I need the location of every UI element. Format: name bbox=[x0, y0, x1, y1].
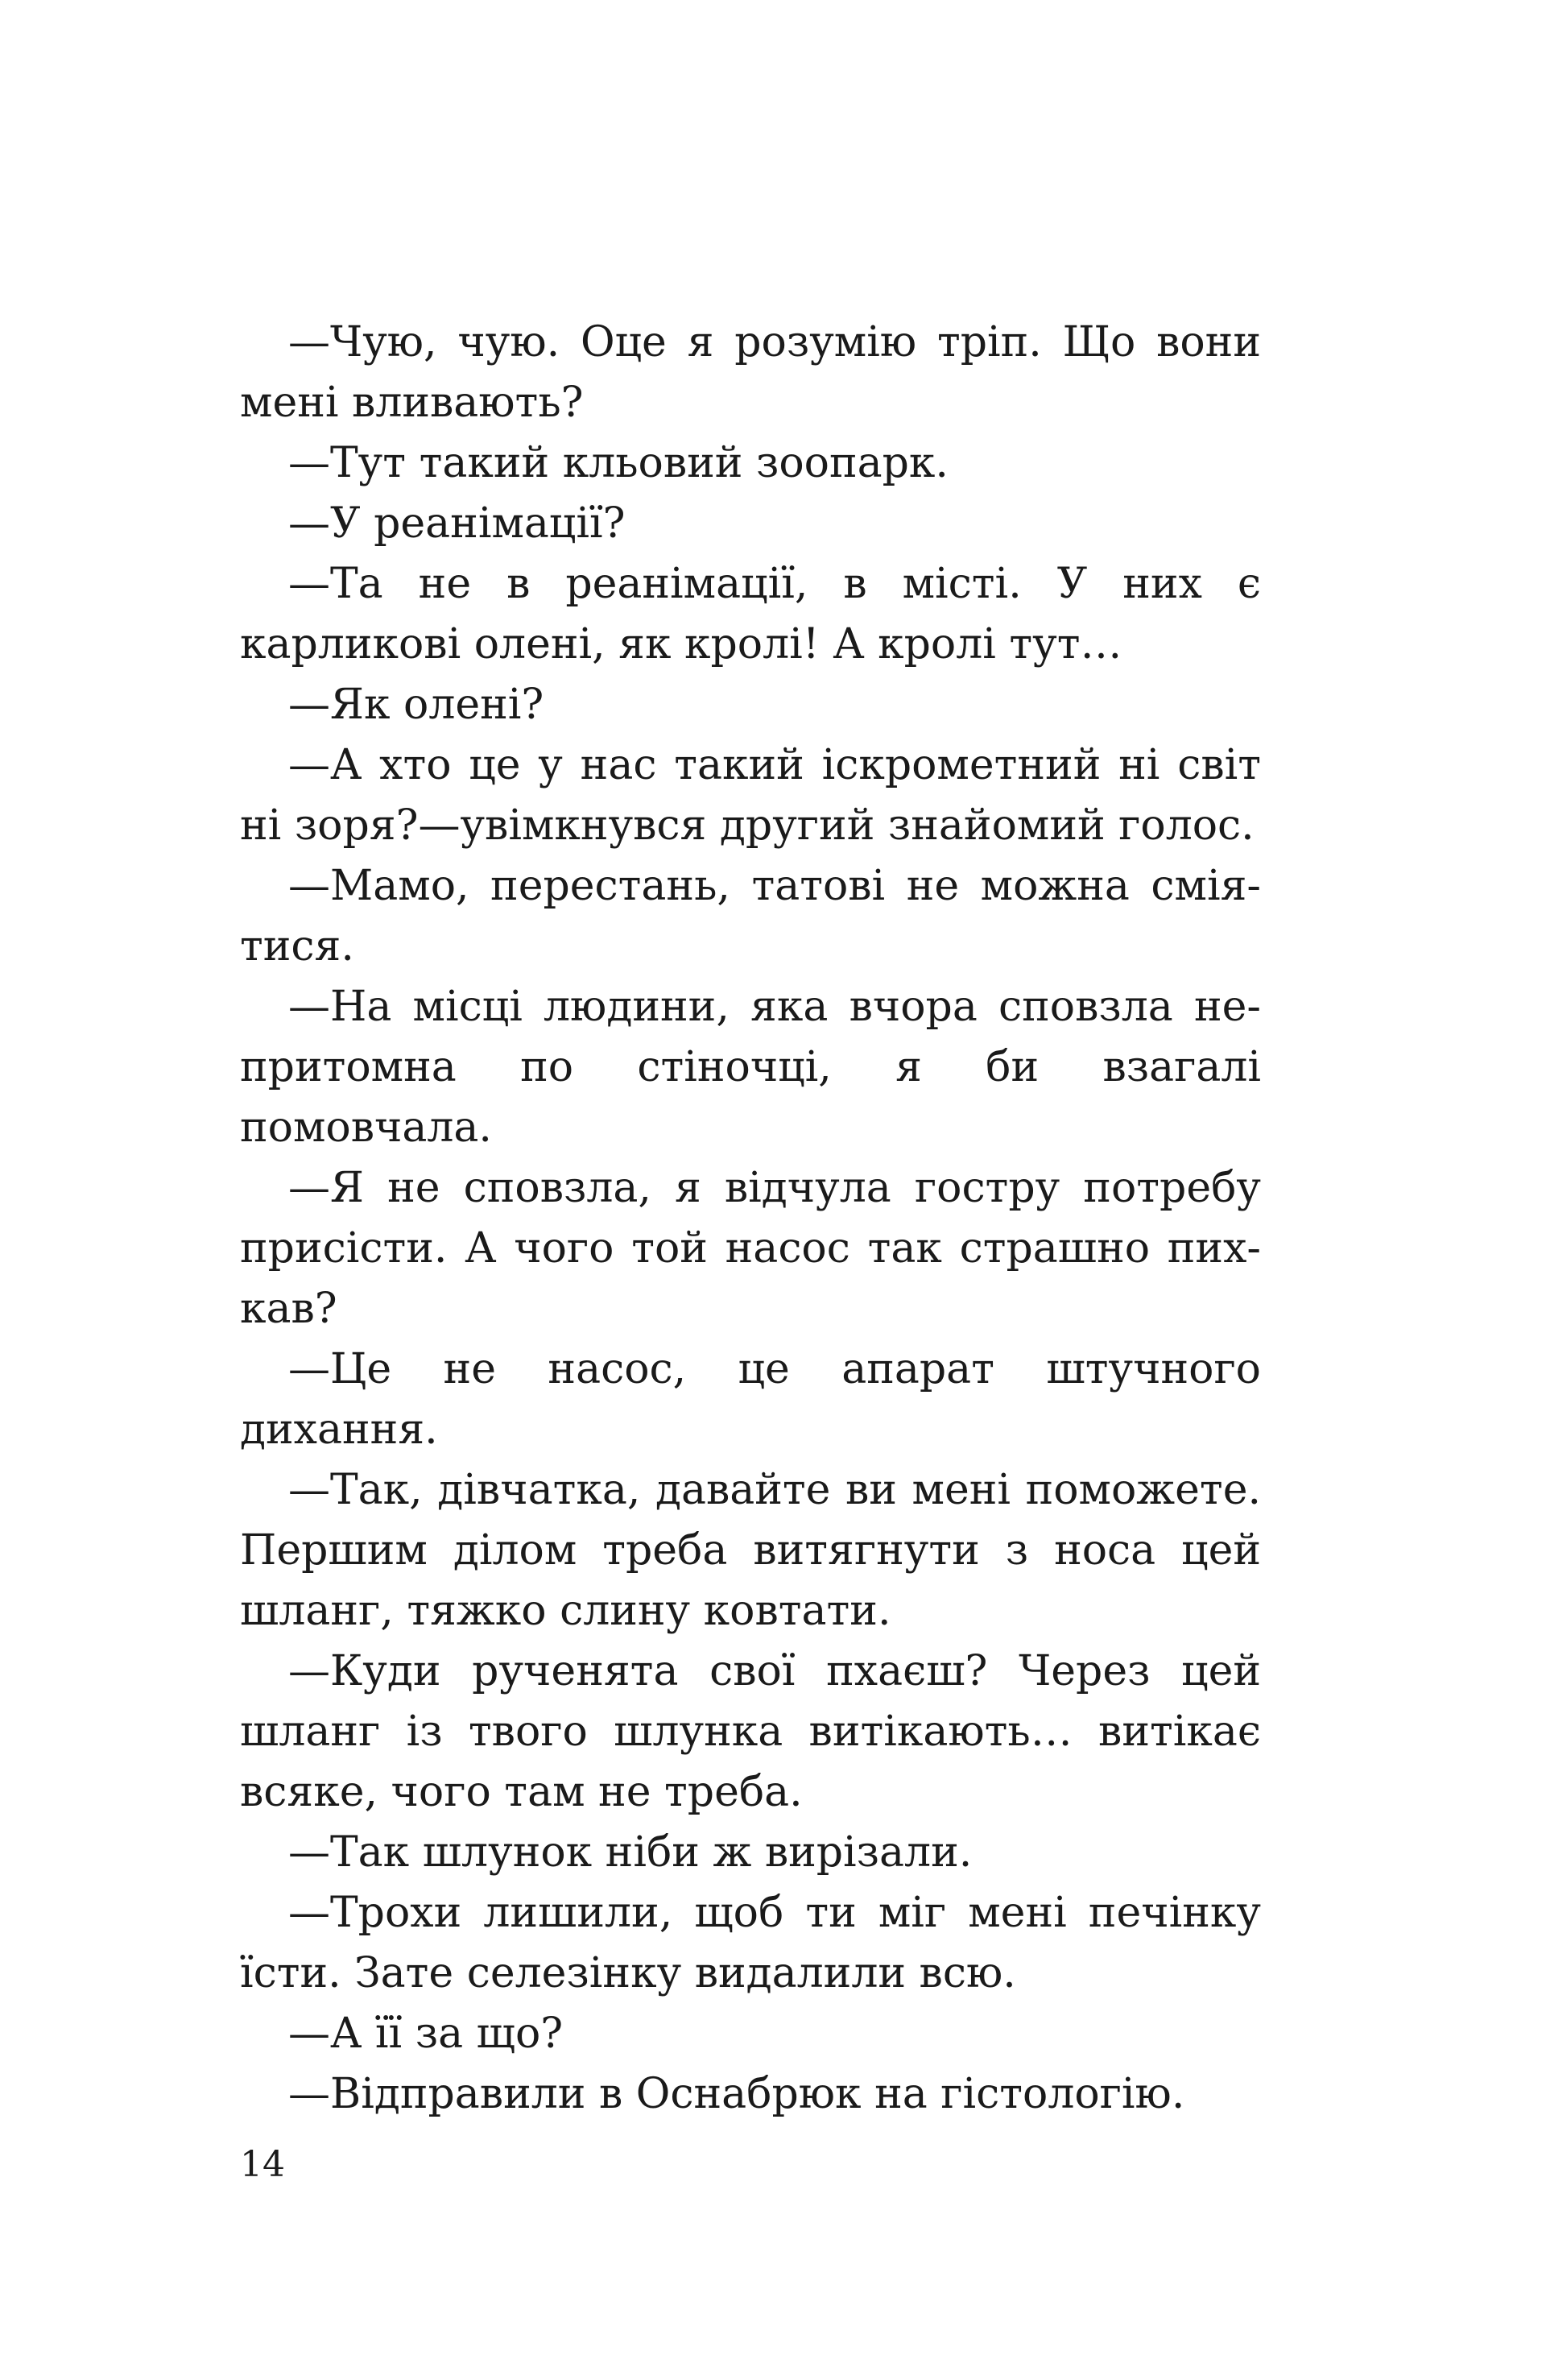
paragraph: —Та не в реанімації, в місті. У них є карликові олені, як кролі! А кролі тут… bbox=[240, 560, 1261, 668]
paragraph: —Так, дівчатка, давайте ви мені поможете. Першим ділом треба витягнути з носа цей шланг, тяжко слину ковтати. bbox=[240, 1466, 1261, 1635]
paragraph: —А хто це у нас такий іскрометний ні світ ні зоря?—увімкнувся другий знайомий голос. bbox=[240, 741, 1261, 850]
paragraph: —На місці людини, яка вчора сповзла непритомна по стіночці, я би взагалі помовчала. bbox=[240, 983, 1261, 1152]
paragraph: —Так шлунок ніби ж вирізали. bbox=[288, 1828, 973, 1877]
page-number: 14 bbox=[240, 2144, 285, 2185]
paragraph: —Це не насос, це апарат штучного дихання. bbox=[240, 1345, 1261, 1454]
body-text bbox=[240, 313, 1261, 2125]
paragraph: —Як олені? bbox=[288, 681, 544, 729]
paragraph: —А її за що? bbox=[288, 2010, 564, 2058]
paragraph: —Тут такий кльовий зоопарк. bbox=[288, 439, 949, 487]
paragraph: —Чую, чую. Оце я розумію тріп. Що вони мені вливають? bbox=[240, 318, 1261, 427]
paragraph: —У реанімації? bbox=[288, 499, 626, 548]
paragraph: —Я не сповзла, я відчула гостру потребу присісти. А чого той насос так страшно пихкав? bbox=[240, 1164, 1261, 1333]
paragraph: —Відправили в Оснабрюк на гістологію. bbox=[288, 2070, 1185, 2118]
paragraph: —Мамо, перестань, татові не можна сміятися. bbox=[240, 862, 1261, 971]
paragraph: —Трохи лишили, щоб ти міг мені печінку їсти. Зате селезінку видалили всю. bbox=[240, 1889, 1261, 1997]
paragraph: —Куди рученята свої пхаєш? Через цей шланг із твого шлунка витікають… витікає всяке, чого там не треба. bbox=[240, 1647, 1261, 1816]
